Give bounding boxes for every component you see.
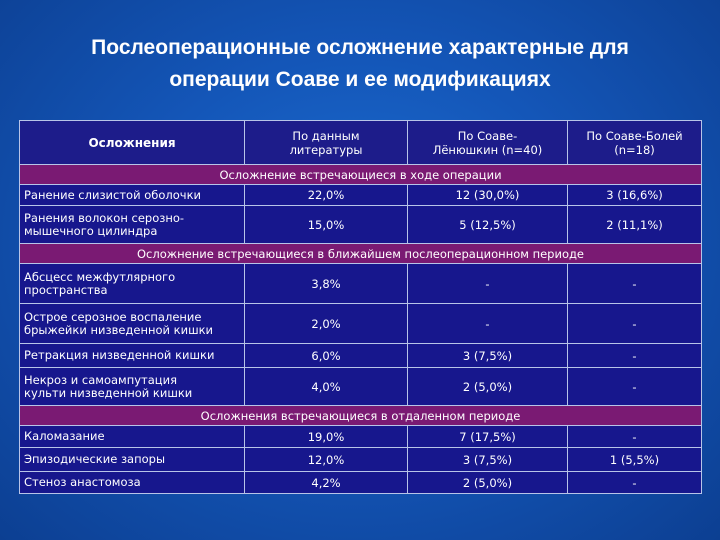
slide-title-line1: Послеоперационные осложнение характерные для [91,36,629,59]
cell-lenyushkin: 12 (30,0%) [408,185,568,206]
section-title: Осложнения встречающиеся в отдаленном периоде [20,406,702,426]
cell-literature: 4,0% [245,368,408,406]
section-band-early-postoperative [20,244,702,264]
row-label-line1: Острое серозное воспаление [24,309,202,324]
header-soave-boley-line1: По Соаве-Болей [586,128,683,143]
section-title: Осложнение встречающиеся в ходе операции [20,165,702,185]
section-band-intraoperative [20,165,702,185]
row-label-line2: культи низведенной кишки [24,385,193,400]
header-soave-boley-line2: (n=18) [614,142,655,157]
cell-lenyushkin: - [408,304,568,344]
table-header-row [20,121,702,165]
row-label [20,304,245,344]
cell-boley: 3 (16,6%) [568,185,702,206]
row-label: Каломазание [20,426,245,448]
cell-boley: - [568,264,702,304]
table-row [20,426,702,448]
cell-lenyushkin: 5 (12,5%) [408,206,568,244]
cell-literature: 2,0% [245,304,408,344]
row-label-line1: Некроз и самоампутация [24,372,177,387]
row-label-line1: Абсцесс межфутлярного [24,269,176,284]
table-row [20,304,702,344]
row-label [20,368,245,406]
table-row [20,185,702,206]
cell-lenyushkin: 2 (5,0%) [408,472,568,494]
cell-literature: 6,0% [245,344,408,368]
row-label: Ретракция низведенной кишки [20,344,245,368]
slide-title-line2: операции Соаве и ее модификациях [169,68,551,91]
row-label [20,264,245,304]
table-row [20,344,702,368]
row-label [20,206,245,244]
table-row [20,472,702,494]
cell-boley: 2 (11,1%) [568,206,702,244]
table-row [20,206,702,244]
table-row [20,264,702,304]
cell-boley: - [568,344,702,368]
row-label-line2: брыжейки низведенной кишки [24,322,214,337]
cell-boley: - [568,304,702,344]
cell-literature: 15,0% [245,206,408,244]
cell-lenyushkin: - [408,264,568,304]
cell-literature: 19,0% [245,426,408,448]
cell-lenyushkin: 3 (7,5%) [408,344,568,368]
cell-literature: 4,2% [245,472,408,494]
cell-lenyushkin: 3 (7,5%) [408,448,568,472]
header-soave-boley [568,121,702,165]
header-literature-line2: литературы [289,142,363,157]
row-label: Стеноз анастомоза [20,472,245,494]
row-label: Ранение слизистой оболочки [20,185,245,206]
row-label: Эпизодические запоры [20,448,245,472]
table-row [20,368,702,406]
cell-lenyushkin: 2 (5,0%) [408,368,568,406]
header-literature [245,121,408,165]
cell-boley: - [568,472,702,494]
header-soave-lenyushkin-line2: Лёнюшкин (n=40) [432,142,543,157]
section-band-late-postoperative [20,406,702,426]
header-soave-lenyushkin-line1: По Соаве- [457,128,518,143]
row-label-line2: мышечного цилиндра [24,223,158,238]
section-title: Осложнение встречающиеся в ближайшем послеоперационном периоде [20,244,702,264]
header-literature-line1: По данным [292,128,360,143]
row-label-line1: Ранения волокон серозно- [24,210,185,225]
header-complications: Осложнения [20,121,245,165]
table-row [20,448,702,472]
header-soave-lenyushkin [408,121,568,165]
cell-literature: 3,8% [245,264,408,304]
cell-boley: - [568,368,702,406]
row-label-line2: пространства [24,282,108,297]
cell-literature: 12,0% [245,448,408,472]
cell-literature: 22,0% [245,185,408,206]
cell-lenyushkin: 7 (17,5%) [408,426,568,448]
complications-table [19,120,702,494]
cell-boley: 1 (5,5%) [568,448,702,472]
cell-boley: - [568,426,702,448]
slide-title [20,32,700,96]
